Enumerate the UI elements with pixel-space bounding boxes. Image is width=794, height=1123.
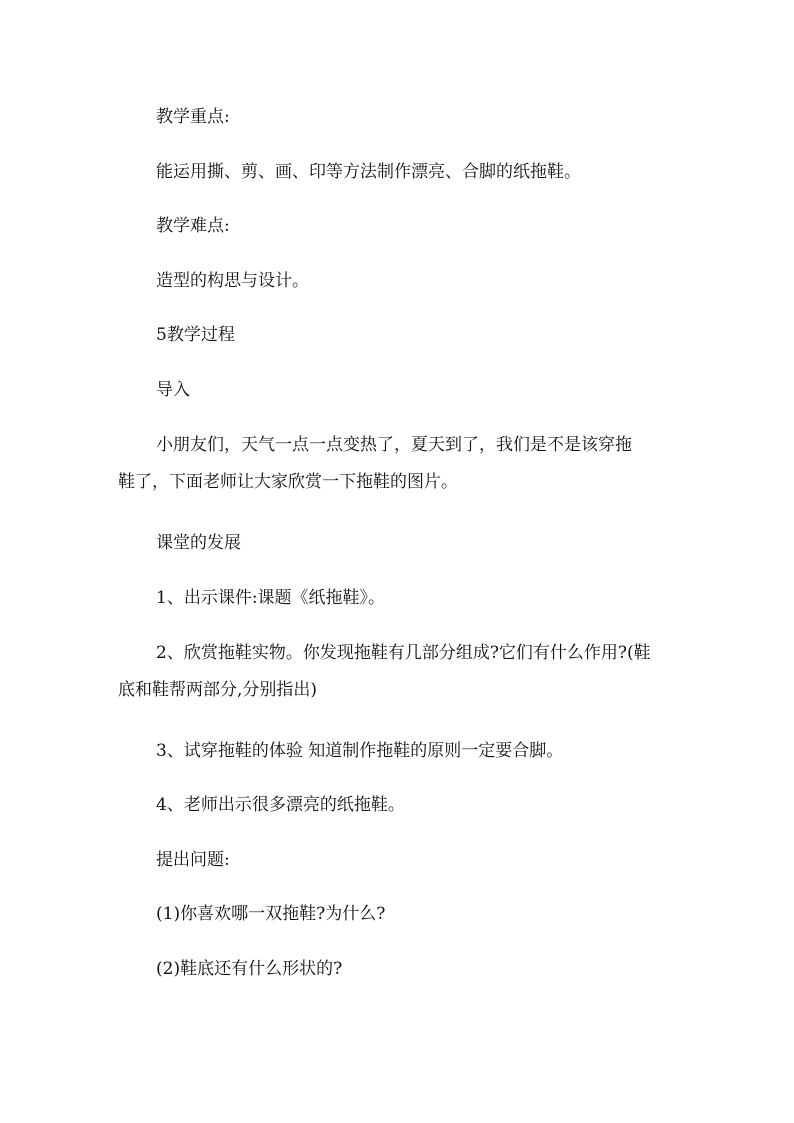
paragraph-line: 2、欣赏拖鞋实物。你发现拖鞋有几部分组成?它们有什么作用?(鞋 [156, 643, 651, 663]
paragraph-line: 提出问题: [156, 850, 230, 870]
paragraph-line: 课堂的发展 [156, 533, 241, 553]
paragraph-line: 底和鞋帮两部分,分别指出) [118, 680, 318, 700]
paragraph-line: 1、出示课件:课题《纸拖鞋》。 [156, 588, 386, 608]
paragraph-5 [118, 319, 684, 352]
paragraph-3 [118, 210, 684, 243]
paragraph-line: 4、老师出示很多漂亮的纸拖鞋。 [156, 795, 405, 815]
paragraph-12 [118, 789, 684, 822]
paragraph-8 [118, 527, 684, 560]
paragraph-11 [118, 735, 684, 768]
paragraph-line: (1)你喜欢哪一双拖鞋?为什么? [156, 904, 386, 924]
paragraph-line: 3、试穿拖鞋的体验 知道制作拖鞋的原则一定要合脚。 [156, 741, 564, 761]
paragraph-line: 教学重点: [156, 107, 230, 127]
paragraph-line: 造型的构思与设计。 [156, 271, 309, 291]
paragraph-13 [118, 844, 684, 877]
paragraph-2 [118, 156, 684, 189]
paragraph-line: 鞋了，下面老师让大家欣赏一下拖鞋的图片。 [118, 472, 458, 492]
paragraph-1 [118, 101, 684, 134]
paragraph-line: (2)鞋底还有什么形状的? [156, 959, 343, 979]
paragraph-4 [118, 265, 684, 298]
paragraph-line: 教学难点: [156, 216, 230, 236]
paragraph-line: 导入 [156, 380, 190, 400]
paragraph-15 [118, 953, 684, 986]
paragraph-line: 5教学过程 [156, 325, 235, 345]
paragraph-line: 能运用撕、剪、画、印等方法制作漂亮、合脚的纸拖鞋。 [156, 162, 581, 182]
paragraph-10 [118, 637, 684, 707]
paragraph-7 [118, 429, 684, 499]
paragraph-line: 小朋友们，天气一点一点变热了，夏天到了，我们是不是该穿拖 [156, 435, 632, 455]
paragraph-9 [118, 582, 684, 615]
paragraph-6 [118, 374, 684, 407]
paragraph-14 [118, 898, 684, 931]
